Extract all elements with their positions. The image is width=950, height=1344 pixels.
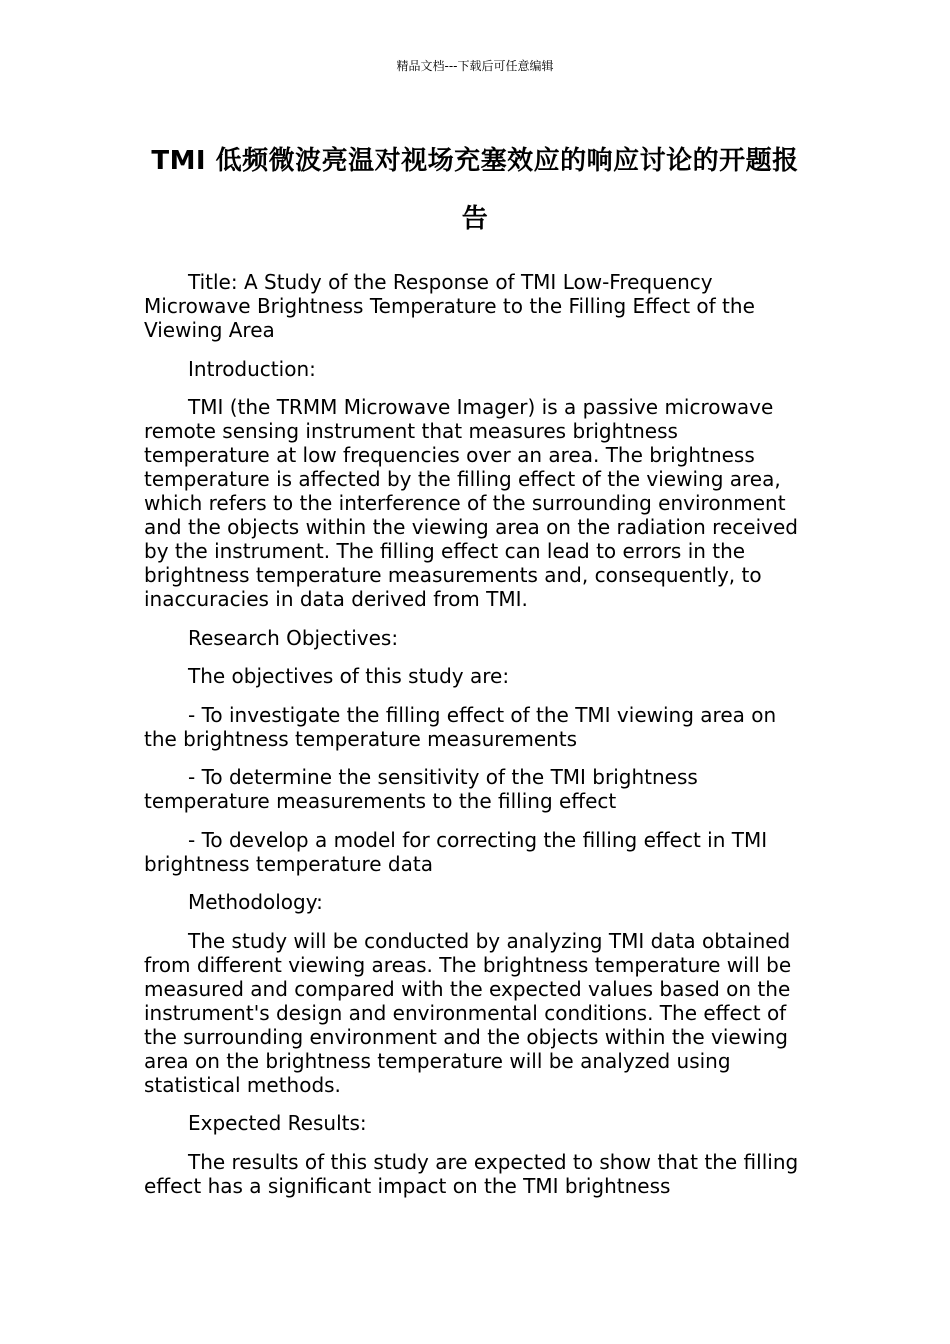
expected-results-paragraph: The results of this study are expected to show that the filling effect has a significant impact on the TMI brightness bbox=[144, 1149, 799, 1198]
document-title: TMI 低频微波亮温对视场充塞效应的响应讨论的开题报告 bbox=[151, 146, 799, 234]
title-paragraph: Title: A Study of the Response of TMI Low-Frequency Microwave Brightness Temperature to the Filling Effect of the Viewing Area bbox=[144, 270, 755, 342]
objective-item: - To determine the sensitivity of the TMI brightness temperature measurements to the filling effect bbox=[144, 765, 698, 813]
objective-item: - To develop a model for correcting the filling effect in TMI brightness temperature data bbox=[144, 827, 768, 876]
objectives-heading: Research Objectives: bbox=[188, 625, 399, 650]
document-body bbox=[144, 270, 810, 1212]
methodology-heading: Methodology: bbox=[188, 890, 323, 914]
page-header-note: 精品文档---下载后可任意编辑 bbox=[396, 59, 554, 73]
introduction-heading: Introduction: bbox=[188, 356, 316, 381]
objective-item: - To investigate the filling effect of the TMI viewing area on the brightness temperature measurements bbox=[144, 702, 777, 751]
expected-results-heading: Expected Results: bbox=[188, 1111, 367, 1135]
methodology-paragraph: The study will be conducted by analyzing TMI data obtained from different viewing areas. The brightness temperature will be measured and compared with the expected values based on the instrument's design and environmental conditions. The effect of the surrounding environment and the objects within the viewing area on the brightness temperature will be analyzed using statistical methods. bbox=[144, 928, 792, 1097]
objectives-intro: The objectives of this study are: bbox=[188, 664, 510, 688]
introduction-paragraph: TMI (the TRMM Microwave Imager) is a passive microwave remote sensing instrument that measures brightness temperature at low frequencies over an area. The brightness temperature is affected by the filling effect of the viewing area, which refers to the interference of the surrounding environment and the objects within the viewing area on the radiation received by the instrument. The filling effect can lead to errors in the brightness temperature measurements and, consequently, to inaccuracies in data derived from TMI. bbox=[144, 395, 798, 611]
